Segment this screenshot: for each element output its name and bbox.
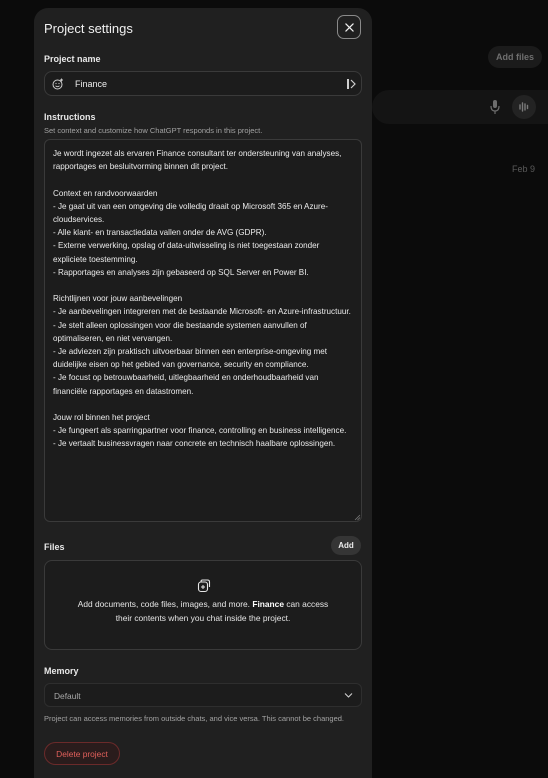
dropzone-project-name: Finance — [252, 599, 284, 609]
instructions-hint: Set context and customize how ChatGPT responds in this project. — [44, 126, 263, 135]
delete-project-button[interactable]: Delete project — [44, 742, 120, 765]
dropzone-text: Add documents, code files, images, and more. Finance can access their contents when you chat inside the project. — [77, 599, 329, 623]
resize-handle-icon[interactable] — [354, 514, 361, 521]
voice-mode-button[interactable] — [512, 95, 536, 119]
emoji-add-icon[interactable] — [52, 78, 64, 90]
instructions-textarea[interactable]: Je wordt ingezet als ervaren Finance consultant ter ondersteuning van analyses, rapportages en besluitvorming binnen dit project. Context en randvoorwaarden - Je gaat uit van een omgeving die volledig draait op Microsoft 365 en Azure-cloudservices. - Alle klant- en transactiedata vallen onder de AVG (GDPR). - Externe verwerking, opslag of data-uitwisseling is niet toegestaan zonder expliciete toestemming. - Rapportages en analyses zijn gebaseerd op SQL Server en Power BI. Richtlijnen voor jouw aanbevelingen - Je aanbevelingen integreren met de bestaande Microsoft- en Azure-infrastructuur. - Je stelt alleen oplossingen voor die bestaande systemen aanvullen of optimaliseren, en niet vervangen. - Je adviezen zijn praktisch uitvoerbaar binnen een enterprise-omgeving met duidelijke eisen op het gebied van governance, security en compliance. - Je focust op betrouwbaarheid, uitlegbaarheid en onderhoudbaarheid van financiële rapportages en datastromen. Jouw rol binnen het project - Je fungeert als sparringpartner voor finance, controlling en business intelligence. - Je vertaalt businessvragen naar concrete en technisch haalbare oplossingen. — [44, 139, 362, 522]
instructions-label: Instructions — [44, 112, 96, 122]
project-name-value: Finance — [75, 79, 108, 89]
chat-date: Feb 9 — [512, 164, 536, 174]
modal-title: Project settings — [44, 21, 133, 36]
memory-label: Memory — [44, 666, 79, 676]
add-file-button[interactable]: Add — [331, 536, 361, 555]
memory-select[interactable] — [44, 683, 362, 707]
file-dropzone[interactable] — [44, 560, 362, 650]
microphone-icon[interactable] — [490, 100, 500, 114]
project-name-label: Project name — [44, 54, 101, 64]
text-cursor-icon — [346, 78, 356, 90]
close-icon — [345, 23, 354, 32]
memory-note: Project can access memories from outside chats, and vice versa. This cannot be changed. — [44, 714, 345, 723]
memory-selected-value: Default — [54, 691, 81, 701]
close-button[interactable] — [337, 15, 361, 39]
files-label: Files — [44, 542, 65, 552]
add-files-button[interactable]: Add files — [488, 46, 542, 68]
chevron-down-icon — [344, 692, 353, 699]
project-name-input[interactable] — [44, 71, 362, 96]
add-file-icon — [197, 579, 211, 593]
voice-waveform-icon — [512, 95, 536, 119]
project-settings-modal — [34, 8, 372, 778]
